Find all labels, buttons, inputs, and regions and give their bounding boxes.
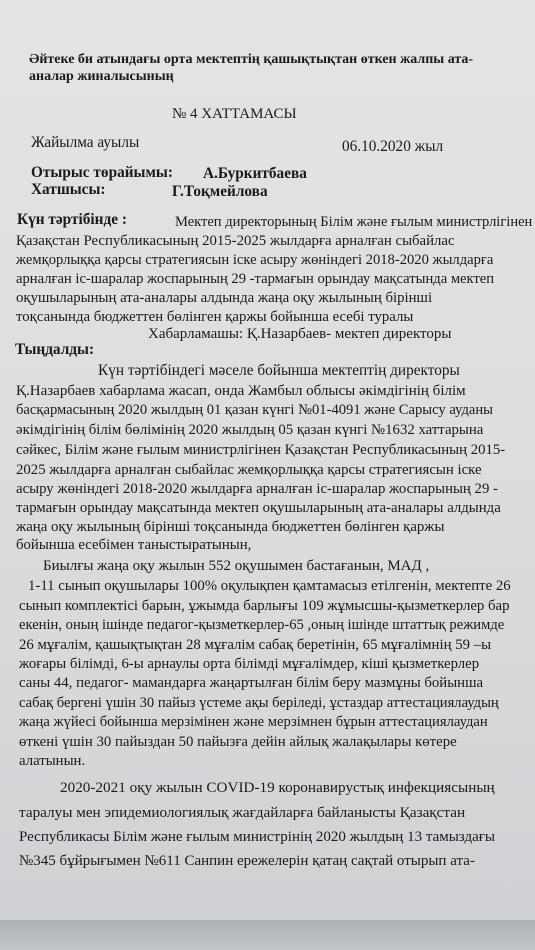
page-shadow [0,920,535,950]
body-line: саны 44, педагог- мамандарға жаңартылған білім беру мазмұны бойынша [19,675,484,691]
date: 06.10.2020 жыл [342,138,444,155]
body-line: өткені үшін 30 пайыздан 50 пайызға дейін айлық жалақылары көтере [19,734,457,750]
body-line: 2025 жылдарға арналған сыбайлас жемқорлыққа қарсы стратегиясын іске [16,462,482,478]
body-line: сәйкес, Білім және ғылым министрлігінен Қазақстан Республикасының 2015- [16,442,506,458]
body-line: екенін, оның ішінде педагог-қызметкерлер-65 ,оның ішінде штаттық режимде [19,617,505,633]
body-line: 2020-2021 оқу жылын COVID-19 коронавирустық инфекциясының [60,779,495,796]
secretary-label: Хатшысы: [31,181,106,198]
place: Жайылма ауылы [31,134,140,151]
agenda-line: арналған іс-шаралар жоспарының 29 -тармағын орындау мақсатында мектеп [16,271,495,287]
body-line: таралуы мен эпидемиологиялық жағдайларға байланысты Қазақстан [19,804,466,821]
body-line: Қ.Назарбаев хабарлама жасап, онда Жамбыл облысы әкімдігінің білім [16,383,466,399]
body-line: Күн тәртібіндегі мәселе бойынша мектептің директоры [98,362,460,379]
title-line-1: Әйтеке би атындағы орта мектептің қашықтықтан өткен жалпы ата- [29,52,474,67]
body-line: 1-11 сынып оқушылары 100% оқулықпен қамтамасыз етілгенін, мектепте 26 [28,578,511,594]
body-line: жаңа оқу жылының бірінші тоқсанында бюджеттен бөлінген қаржы [16,519,445,535]
title-line-2: аналар жиналысының [29,69,174,84]
body-line: әкімдігінің білім бөлімінің 2020 жылдың 05 қазан күнгі №1632 хаттарына [16,422,484,438]
body-line: тармағын орындау мақсатында мектеп оқушыларының ата-аналары алдында [16,500,501,516]
body-line: басқармасының 2020 жылдың 01 қазан күнгі №01-4091 және Сарысу ауданы [16,402,493,418]
agenda-line: тоқсанында бюджеттен бөлінген қаржы бойынша есебі туралы [16,309,414,325]
agenda-line: жемқорлыққа қарсы стратегиясын іске асыру жөніндегі 2018-2020 жылдарға [16,252,494,268]
body-line: асыру жөніндегі 2018-2020 жылдарға арналған іс-шаралар жоспарының 29 - [16,481,498,497]
chair-label: Отырыс төрайымы: [31,164,173,181]
heard-label: Тыңдалды: [15,341,95,358]
body-line: 26 мұғалім, қашықтықтан 28 мұғалім сабақ беретінін, 65 мұғалімнің 59 –ы [19,637,492,653]
chair-name: А.Буркитбаева [203,165,307,182]
agenda-line: Қазақстан Республикасының 2015-2025 жылдарға арналған сыбайлас [16,233,455,249]
body-line: Биылғы жаңа оқу жылын 552 оқушымен бастағанын, МАД , [43,558,430,574]
secretary-name: Г.Тоқмейлова [172,183,268,200]
body-line: Республикасы Білім және ғылым министрінің 2020 жылдың 13 тамыздағы [19,829,495,845]
protocol-number: № 4 ХАТТАМАСЫ [172,106,297,122]
agenda-label: Күн тәртібінде : [17,211,127,228]
reporter-line: Хабарламашы: Қ.Назарбаев- мектеп директоры [148,326,452,342]
body-line: жаңа жүйесі бойынша мерзімінен және мерзімнен бұрын аттестациялаудан [19,714,488,730]
agenda-line: Мектеп директорының Білім және ғылым министрлігінен [175,214,533,230]
body-line: бойынша есебімен таныстыратынын, [16,537,252,553]
agenda-line: оқушыларының ата-аналары алдында жаңа оқу жылының бірінші [16,290,433,306]
body-line: жоғары білімді, 6-ы арнаулы орта білімді мұғалімдер, кіші қызметкерлер [19,656,480,672]
body-line: сабақ бергені үшін 30 пайыз үстеме ақы беріледі, ұстаздар аттестациялаудың [19,695,499,711]
body-line: алатынын. [19,753,86,769]
body-line: сынып комплектісі барын, ұжымда барлығы 109 жұмысшы-қызметкерлер бар [19,598,510,614]
body-line: №345 бұйрығымен №611 Санпин ережелерін қатаң сақтай отырып ата- [19,853,475,869]
